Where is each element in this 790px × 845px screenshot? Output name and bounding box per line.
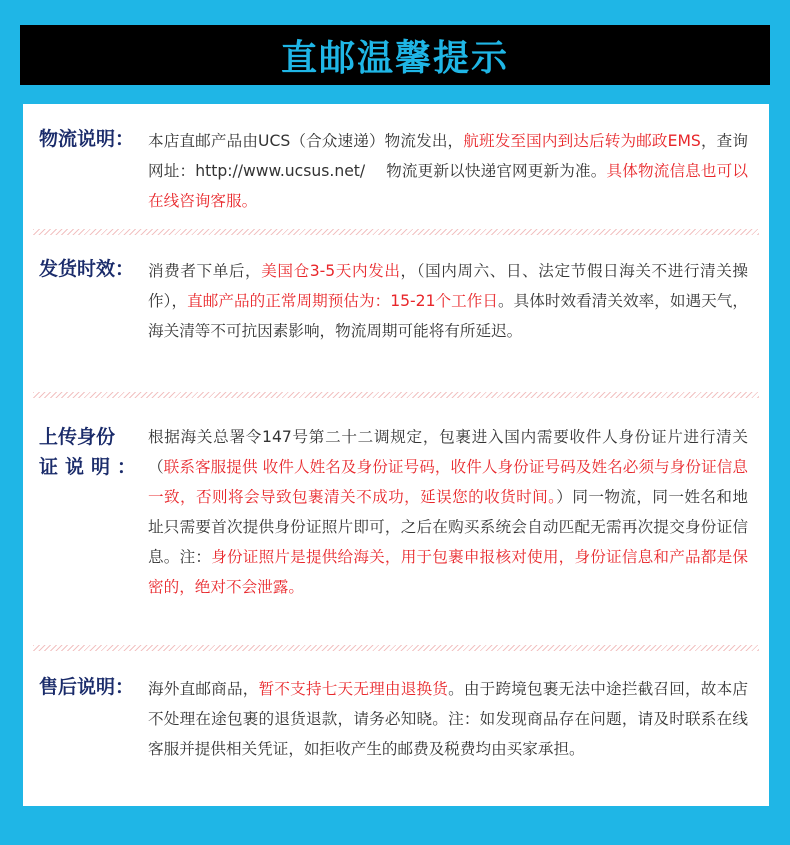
highlight-text: 美国仓3-5天内发出 bbox=[261, 262, 401, 280]
text-part: 本店直邮产品由UCS（合众速递）物流发出， bbox=[148, 132, 464, 150]
section-after-sales bbox=[23, 672, 769, 797]
section-label-logistics: 物流说明： bbox=[39, 128, 135, 150]
section-text-id-upload bbox=[148, 422, 748, 602]
highlight-text: 暂不支持七天无理由退换货 bbox=[258, 680, 449, 698]
text-part: ，（国内周六、日、法定节假日海关不进行清关操作）， bbox=[148, 262, 748, 310]
section-shipping-time bbox=[23, 254, 769, 379]
label-line: 证说明： bbox=[39, 456, 144, 478]
highlight-text: 联系客服提供 收件人姓名及身份证号码，收件人身份证号码及姓名必须与身份证信息一致，否则将会导致包裹清关不成功，延误您的收货时间。 bbox=[148, 458, 748, 506]
text-part: 消费者下单后， bbox=[148, 262, 262, 280]
section-text-logistics bbox=[148, 126, 748, 216]
section-text-shipping-time bbox=[148, 256, 748, 346]
notice-panel bbox=[23, 104, 769, 806]
highlight-text: 航班发至国内到达后转为邮政EMS bbox=[463, 132, 701, 150]
section-id-upload bbox=[23, 422, 769, 637]
text-part: ，查询网址：http://www.ucsus.net/ 物流更新以快递官网更新为准。 bbox=[148, 132, 748, 180]
highlight-text: 身份证照片是提供给海关，用于包裹申报核对使用，身份证信息和产品都是保密的，绝对不会泄露。 bbox=[148, 548, 748, 596]
text-part: ）同一物流，同一姓名和地址只需要首次提供身份证照片即可，之后在购买系统会自动匹配无需再次提交身份证信息。注： bbox=[148, 488, 748, 566]
section-divider bbox=[33, 392, 759, 398]
section-label-id-upload bbox=[39, 422, 149, 482]
label-line: 上传身份 bbox=[39, 426, 116, 448]
section-label-after-sales: 售后说明： bbox=[39, 676, 135, 698]
section-text-after-sales bbox=[148, 674, 748, 764]
section-logistics bbox=[23, 124, 769, 219]
title-bar bbox=[20, 25, 770, 85]
section-divider bbox=[33, 645, 759, 651]
highlight-text: 具体物流信息也可以在线咨询客服。 bbox=[148, 162, 748, 210]
section-label-shipping-time: 发货时效： bbox=[39, 258, 135, 280]
section-divider bbox=[33, 229, 759, 235]
page-title: 直邮温馨提示 bbox=[280, 37, 509, 79]
text-part: 。由于跨境包裹无法中途拦截召回，故本店不处理在途包裹的退货退款，请务必知晓。注：如发现商品存在问题，请及时联系在线客服并提供相关凭证，如拒收产生的邮费及税费均由买家承担。 bbox=[148, 680, 748, 758]
text-part: 。具体时效看清关效率，如遇天气，海关清等不可抗因素影响，物流周期可能将有所延迟。 bbox=[148, 292, 748, 340]
text-part: 根据海关总署令147号第二十二调规定，包裹进入国内需要收件人身份证片进行清关（ bbox=[148, 428, 748, 476]
text-part: 海外直邮商品， bbox=[148, 680, 259, 698]
highlight-text: 直邮产品的正常周期预估为：15-21个工作日 bbox=[187, 292, 499, 310]
